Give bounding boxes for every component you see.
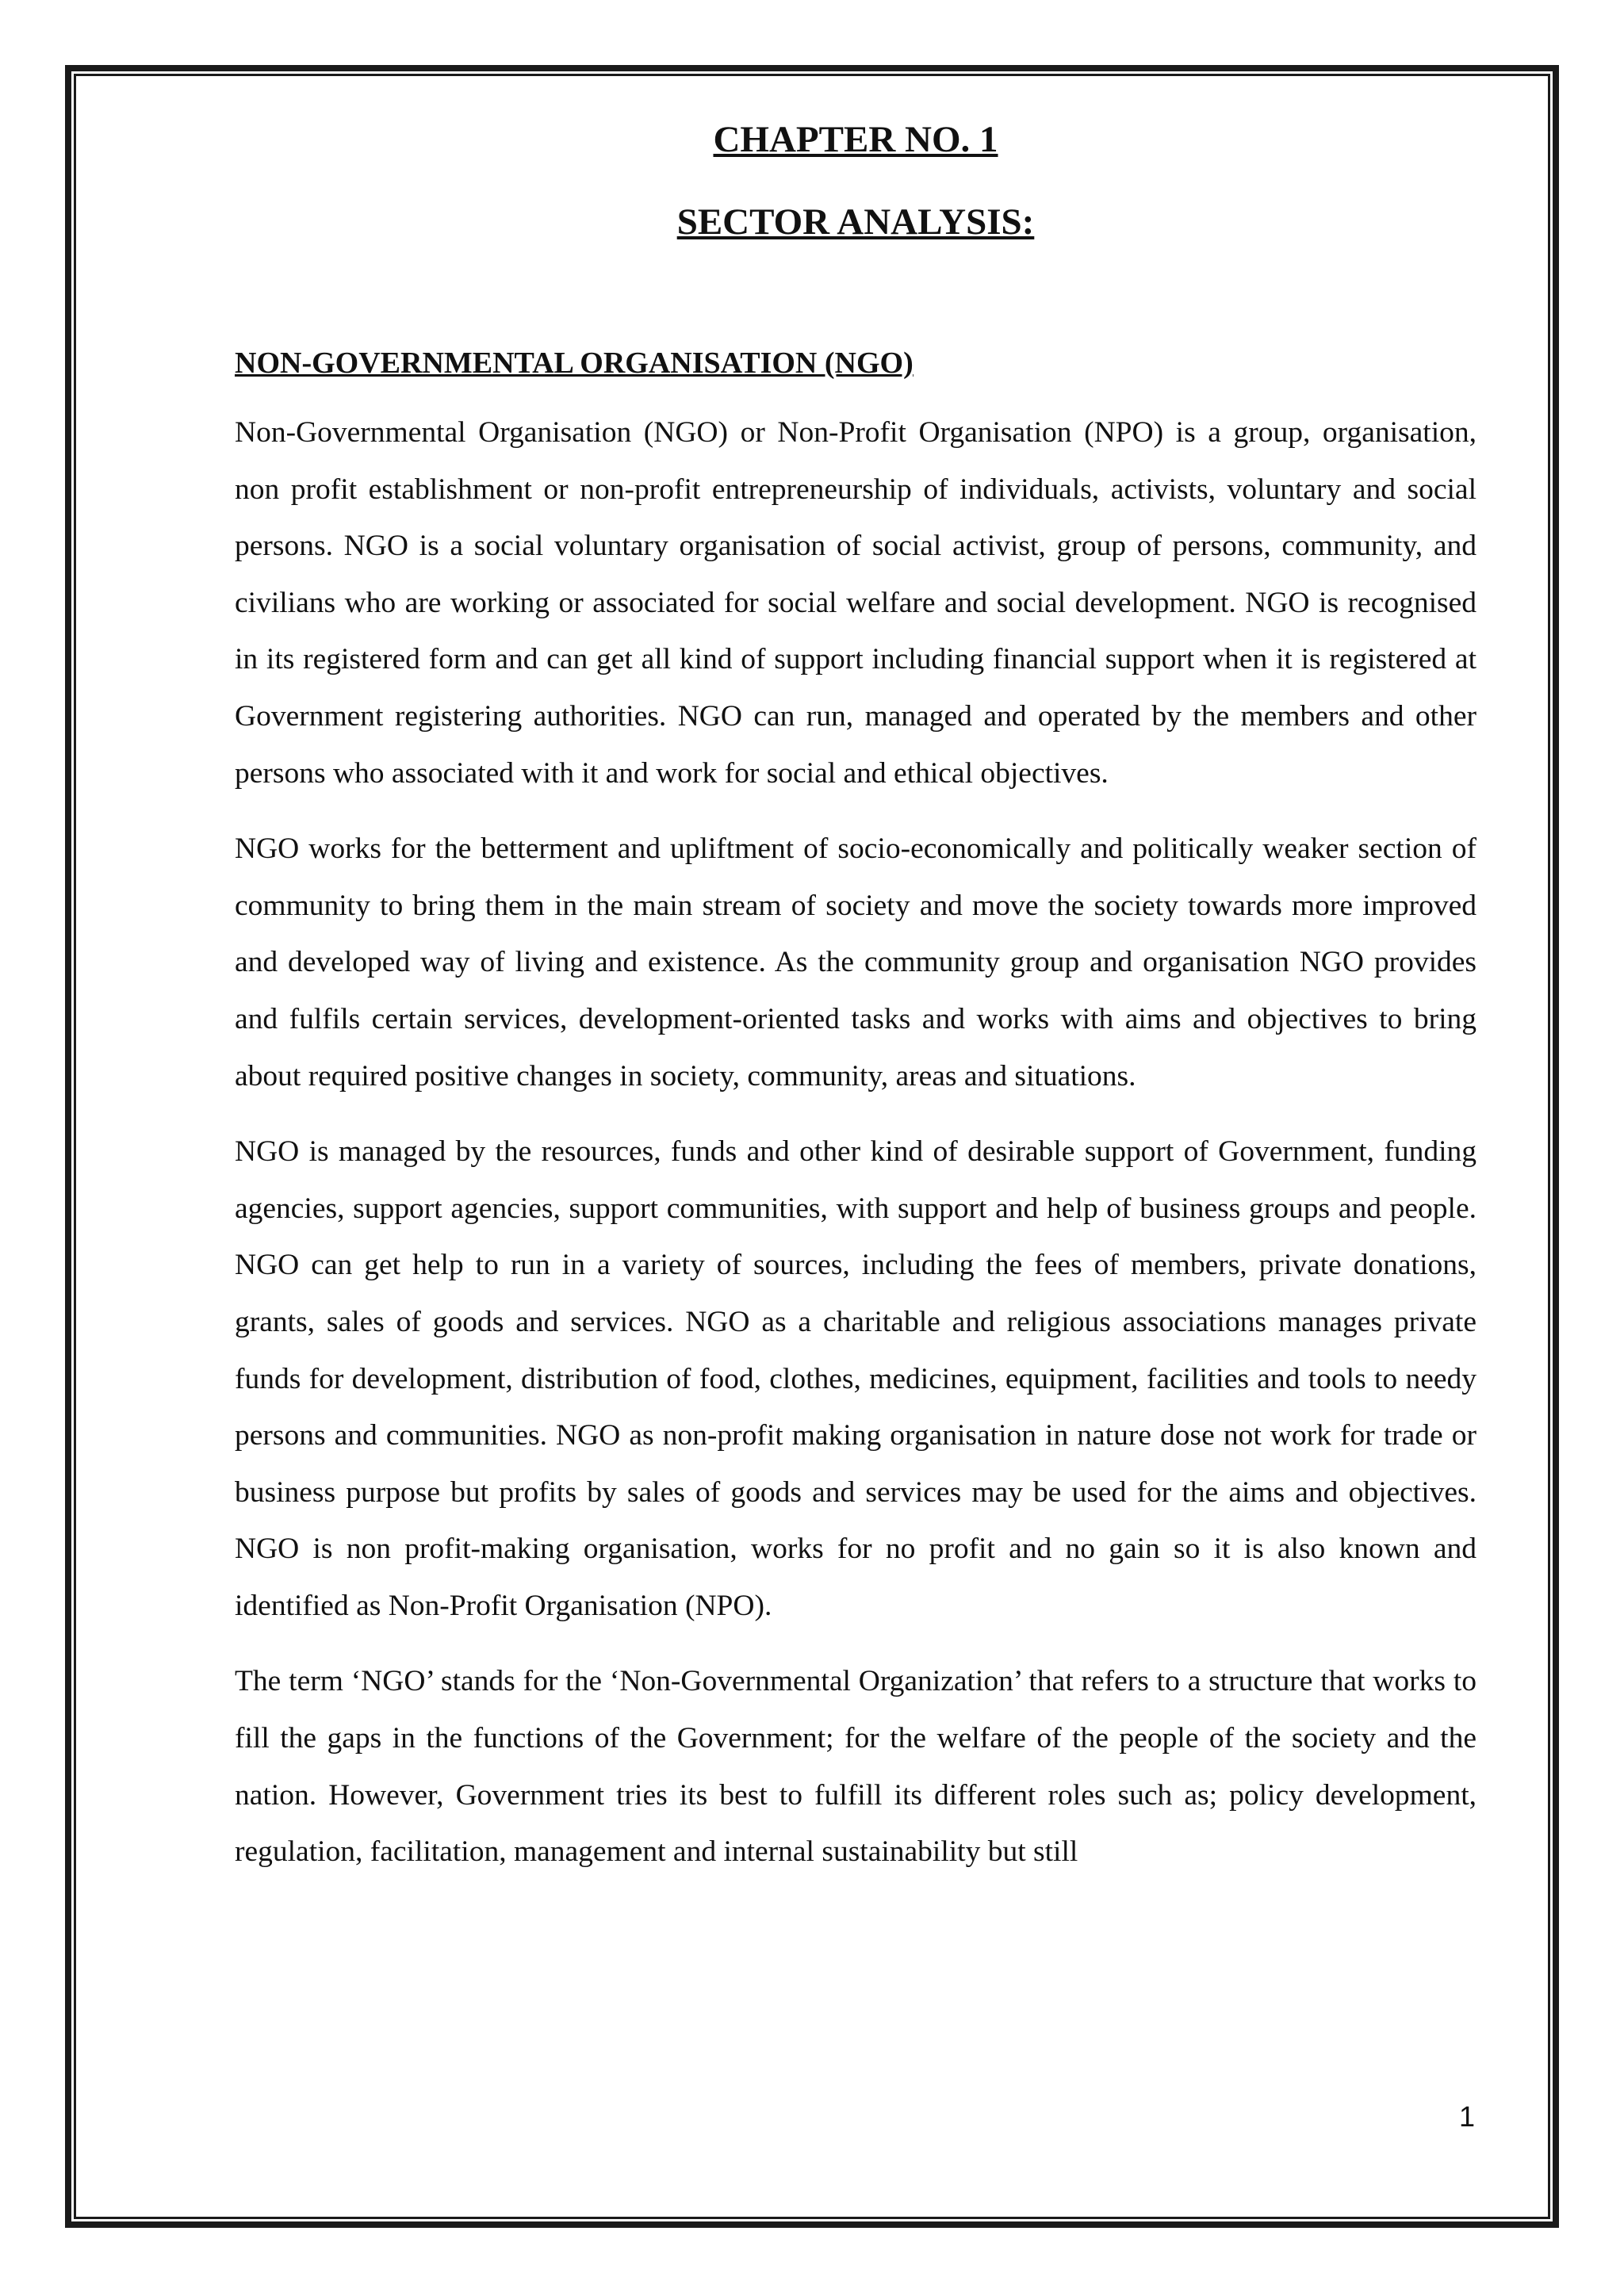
subheading-ngo: NON-GOVERNMENTAL ORGANISATION (NGO) xyxy=(235,346,914,380)
chapter-title: CHAPTER NO. 1 xyxy=(713,119,998,160)
paragraph: The term ‘NGO’ stands for the ‘Non-Governmental Organization’ that refers to a structure that works to fill the gaps in the functions of the Government; for the welfare of the people of the society and the nation. However, Government tries its best to fulfill its different roles such as; policy development, regulation, facilitation, management and internal sustainability but still xyxy=(235,1665,1477,1869)
paragraph: NGO works for the betterment and upliftment of socio-economically and politically weaker section of community to bring them in the main stream of society and move the society towards more improved and developed way of living and existence. As the community group and organisation NGO provides and fulfils certain services, development-oriented tasks and works with aims and objectives to bring about required positive changes in society, community, areas and situations. xyxy=(235,832,1477,1093)
page-number: 1 xyxy=(1458,2100,1475,2133)
paragraph: Non-Governmental Organisation (NGO) or Non-Profit Organisation (NPO) is a group, organisation, non profit establishment or non-profit entrepreneurship of individuals, activists, voluntary and social persons. NGO is a social voluntary organisation of social activist, group of persons, community, and civilians who are working or associated for social welfare and social development. NGO is recognised in its registered form and can get all kind of support including financial support when it is registered at Government registering authorities. NGO can run, managed and operated by the members and other persons who associated with it and work for social and ethical objectives. xyxy=(235,416,1477,790)
section-title: SECTOR ANALYSIS: xyxy=(676,201,1035,243)
paragraph: NGO is managed by the resources, funds and other kind of desirable support of Government, funding agencies, support agencies, support communities, with support and help of business groups and people. NGO can get help to run in a variety of sources, including the fees of members, private donations, grants, sales of goods and services. NGO as a charitable and religious associations manages private funds for development, distribution of food, clothes, medicines, equipment, facilities and tools to needy persons and communities. NGO as non-profit making organisation in nature dose not work for trade or business purpose but profits by sales of goods and services may be used for the aims and objectives. NGO is non profit-making organisation, works for no profit and no gain so it is also known and identified as Non-Profit Organisation (NPO). xyxy=(235,1135,1477,1622)
document-body xyxy=(235,111,1477,1881)
